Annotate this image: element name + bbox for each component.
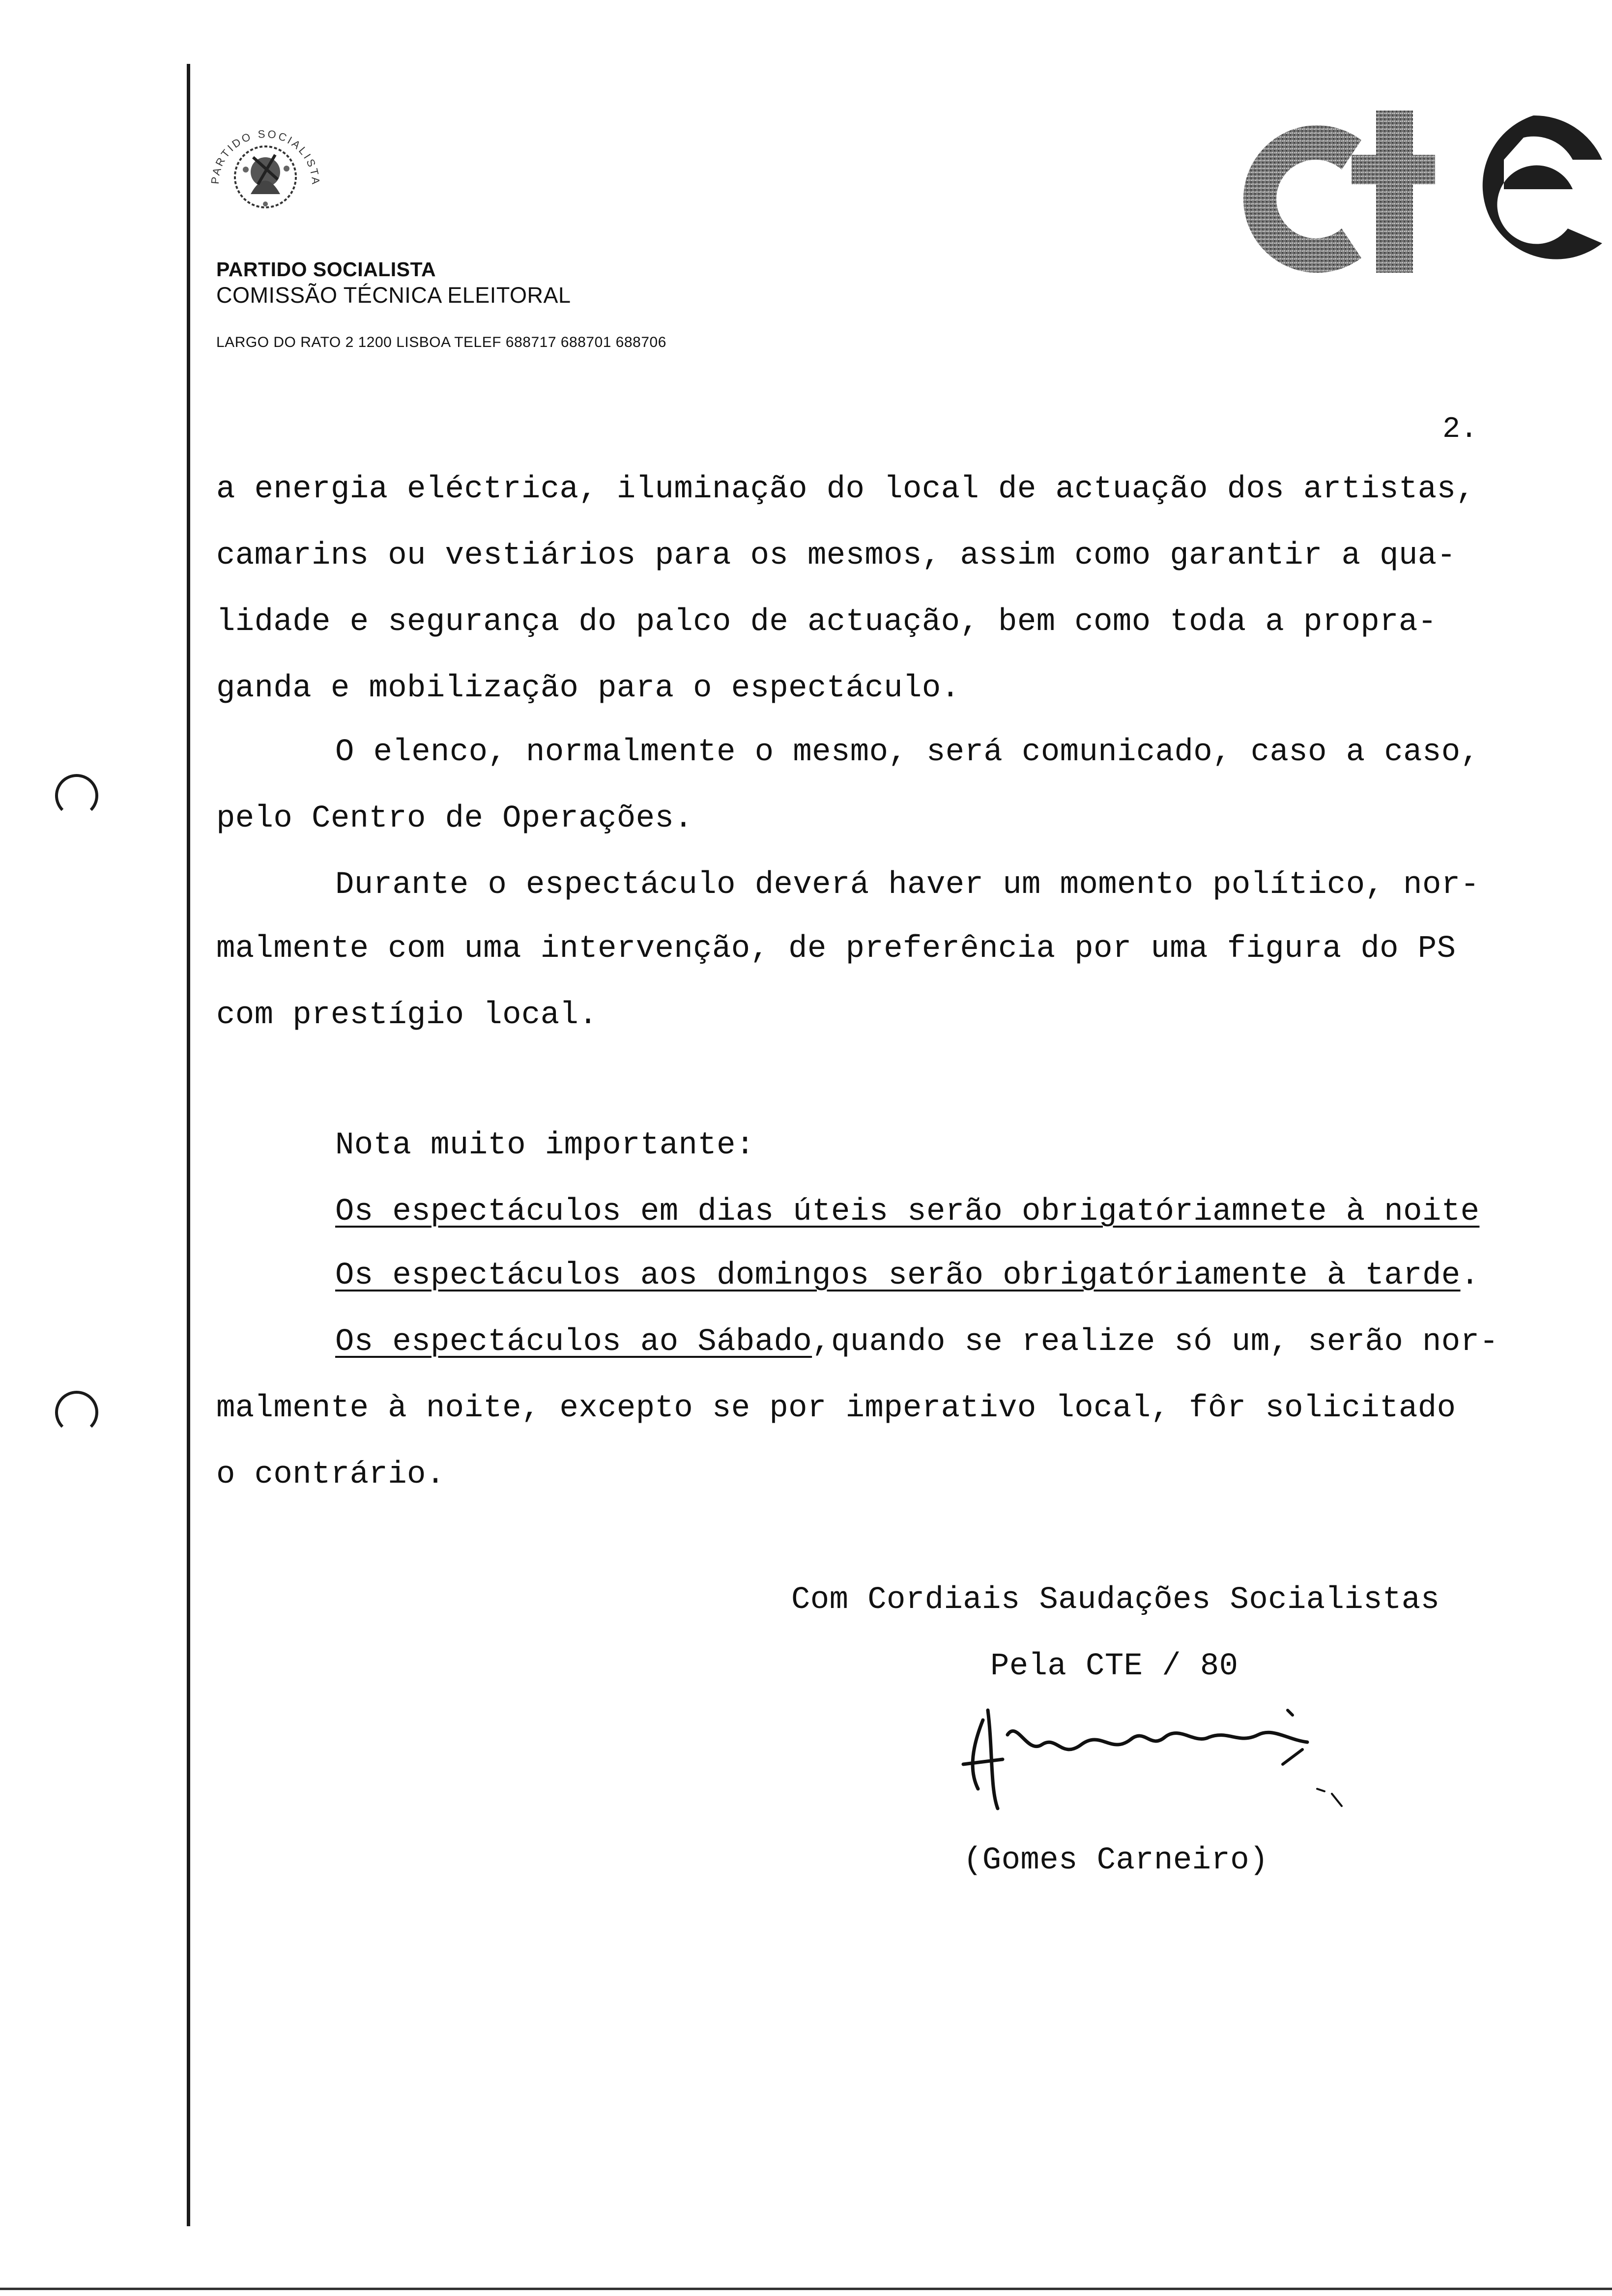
note-line-sundays-period: . — [1460, 1258, 1480, 1293]
signer-name: (Gomes Carneiro) — [963, 1843, 1268, 1878]
body-line-9: com prestígio local. — [216, 998, 598, 1033]
org-address: LARGO DO RATO 2 1200 LISBOA TELEF 688717 688701 688706 — [216, 334, 666, 350]
note-heading: Nota muito importante: — [335, 1128, 755, 1163]
body-line-8: malmente com uma intervenção, de preferência por uma figura do PS — [216, 931, 1456, 967]
body-line-4: ganda e mobilização para o espectáculo. — [216, 671, 960, 706]
note-line-sundays — [335, 1258, 1479, 1293]
note-line-saturday — [335, 1324, 1498, 1360]
body-line-7: Durante o espectáculo deverá haver um momento político, nor- — [335, 867, 1480, 903]
org-name: PARTIDO SOCIALISTA — [216, 258, 436, 281]
org-subtitle: COMISSÃO TÉCNICA ELEITORAL — [216, 283, 571, 308]
body-line-3: lidade e segurança do palco de actuação, bem como toda a propra- — [216, 604, 1437, 640]
note-line-4: malmente à noite, excepto se por imperativo local, fôr solicitado — [216, 1391, 1456, 1426]
page-number: 2. — [1442, 413, 1478, 446]
handwritten-signature-icon — [963, 1691, 1356, 1823]
note-line-weekdays: Os espectáculos em dias úteis serão obrigatóriamnete à noite — [335, 1194, 1480, 1230]
margin-rule — [187, 64, 190, 2226]
body-line-6: pelo Centro de Operações. — [216, 801, 693, 836]
closing-greeting: Com Cordiais Saudações Socialistas — [791, 1582, 1440, 1618]
body-line-2: camarins ou vestiários para os mesmos, assim como garantir a qua- — [216, 538, 1456, 574]
note-line-5: o contrário. — [216, 1457, 445, 1492]
punch-hole-top — [55, 774, 98, 817]
body-line-5: O elenco, normalmente o mesmo, será comunicado, caso a caso, — [335, 735, 1480, 770]
party-seal-icon — [199, 111, 332, 229]
svg-text:PARTIDO SOCIALISTA: PARTIDO SOCIALISTA — [208, 127, 322, 187]
note-line-sundays-text: Os espectáculos aos domingos serão obrigatóriamente à tarde — [335, 1258, 1461, 1293]
punch-hole-bottom — [55, 1391, 98, 1434]
page-bottom-rule — [0, 2288, 1612, 2290]
signature — [963, 1691, 1356, 1823]
note-line-saturday-underlined: Os espectáculos ao Sábado — [335, 1324, 812, 1360]
svg-text:cte: cte — [1229, 77, 1236, 83]
closing-from: Pela CTE / 80 — [990, 1649, 1238, 1684]
party-seal — [199, 111, 332, 229]
body-line-1: a energia eléctrica, iluminação do local de actuação dos artistas, — [216, 472, 1475, 507]
cte-logo-icon — [1229, 77, 1607, 305]
note-line-saturday-rest: ,quando se realize só um, serão nor- — [812, 1324, 1499, 1360]
cte-logo — [1229, 77, 1607, 305]
